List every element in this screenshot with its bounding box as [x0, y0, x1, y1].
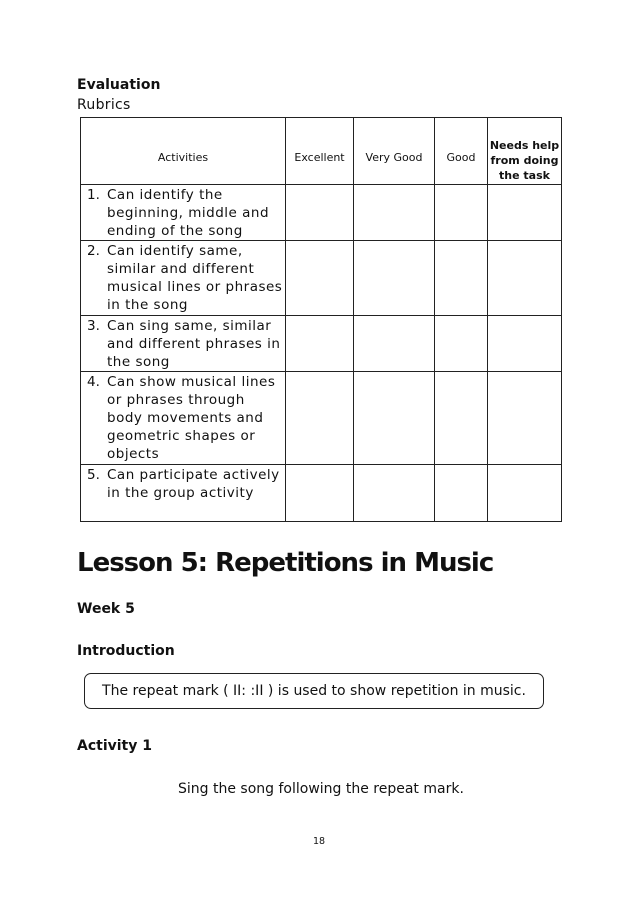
table-row [81, 372, 562, 465]
rating-cell-very-good [354, 185, 435, 241]
activity-text: Can identify the beginning, middle and ending of the song [107, 187, 270, 239]
rating-cell-good [435, 316, 488, 372]
activity-cell [81, 372, 286, 465]
activity-text: Can sing same, similar and different phrases in the song [107, 318, 281, 370]
rating-cell-excellent [286, 465, 354, 522]
table-row [81, 316, 562, 372]
rating-cell-excellent [286, 241, 354, 316]
header-excellent: Excellent [286, 118, 354, 185]
rating-cell-needs-help [488, 316, 562, 372]
table-row [81, 241, 562, 316]
activity-number: 1. [87, 187, 100, 203]
week-label: Week 5 [77, 601, 135, 617]
rating-cell-good [435, 465, 488, 522]
header-activities: Activities [81, 118, 286, 185]
activity-cell [81, 185, 286, 241]
rating-cell-very-good [354, 316, 435, 372]
activity-number: 4. [87, 374, 100, 390]
header-good: Good [435, 118, 488, 185]
rubric-table [80, 117, 562, 522]
rating-cell-good [435, 372, 488, 465]
rating-cell-excellent [286, 316, 354, 372]
activity-cell [81, 241, 286, 316]
rating-cell-excellent [286, 372, 354, 465]
activity-text: Can participate actively in the group activity [107, 467, 280, 501]
rating-cell-good [435, 241, 488, 316]
table-row [81, 465, 562, 522]
activity-text: Can identify same, similar and different musical lines or phrases in the song [107, 243, 283, 313]
activity-number: 3. [87, 318, 100, 334]
activity-cell [81, 465, 286, 522]
rating-cell-needs-help [488, 241, 562, 316]
evaluation-heading: Evaluation [77, 77, 161, 93]
repeat-mark-note: The repeat mark ( II: :II ) is used to show repetition in music. [102, 683, 526, 699]
header-needs-help: Needs help from doing the task [488, 118, 562, 185]
rating-cell-very-good [354, 241, 435, 316]
rubrics-label: Rubrics [77, 97, 131, 113]
activity-number: 2. [87, 243, 100, 259]
rating-cell-good [435, 185, 488, 241]
activity-text: Can show musical lines or phrases through body movements and geometric shapes or objects [107, 374, 276, 462]
rating-cell-needs-help [488, 185, 562, 241]
table-row [81, 185, 562, 241]
lesson-title: Lesson 5: Repetitions in Music [77, 548, 494, 578]
repeat-mark-note-box [84, 673, 544, 709]
activity-heading: Activity 1 [77, 738, 152, 754]
introduction-heading: Introduction [77, 643, 175, 659]
header-very-good: Very Good [354, 118, 435, 185]
activity-instruction: Sing the song following the repeat mark. [178, 781, 464, 797]
activity-number: 5. [87, 467, 100, 483]
rating-cell-needs-help [488, 465, 562, 522]
activity-cell [81, 316, 286, 372]
page-number: 18 [312, 836, 326, 847]
rating-cell-very-good [354, 372, 435, 465]
rubric-header-row [81, 118, 562, 185]
rating-cell-needs-help [488, 372, 562, 465]
rating-cell-very-good [354, 465, 435, 522]
rating-cell-excellent [286, 185, 354, 241]
